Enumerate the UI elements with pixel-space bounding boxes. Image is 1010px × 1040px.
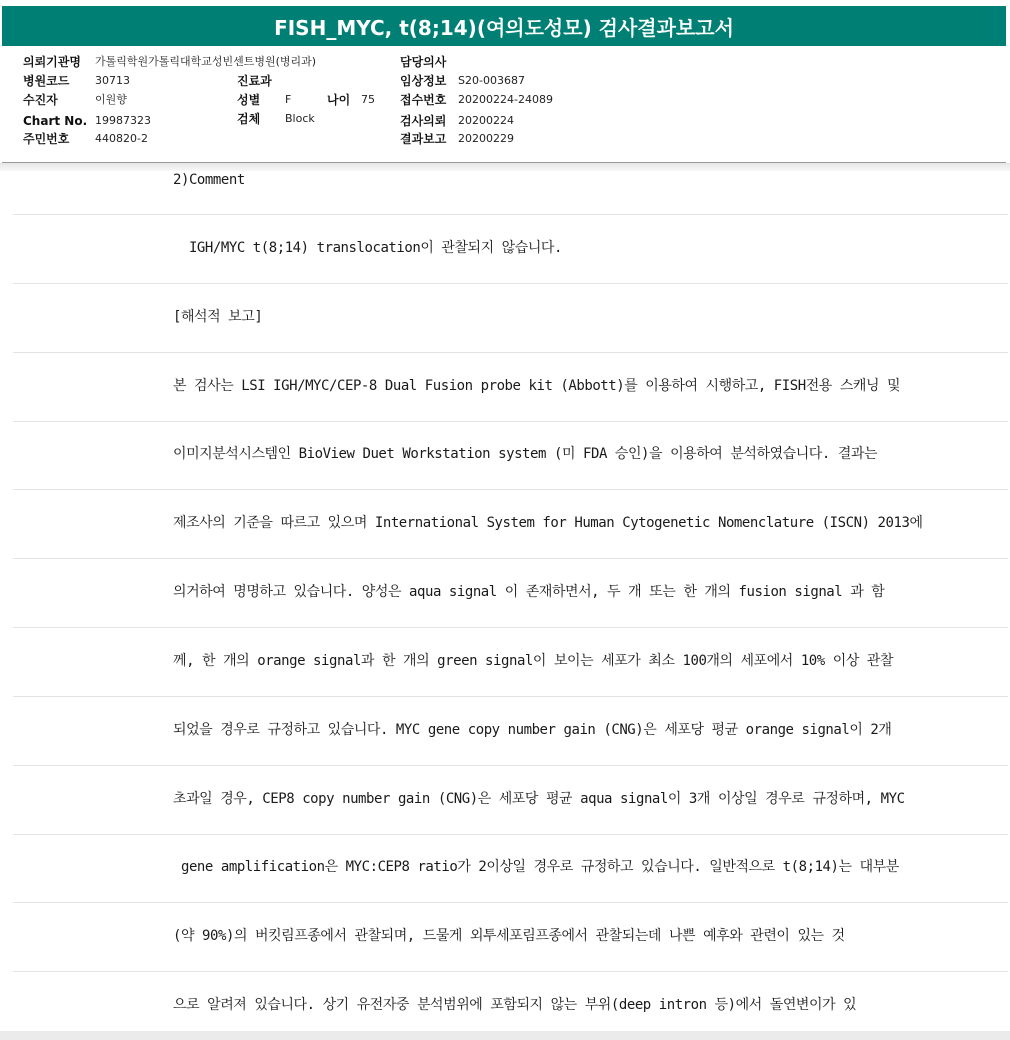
request-date-label: 검사의뢰 bbox=[400, 114, 447, 128]
report-line-text: IGH/MYC t(8;14) translocation이 관찰되지 않습니다. bbox=[173, 240, 562, 256]
line-divider bbox=[13, 214, 1008, 215]
institution-label: 의뢰기관명 bbox=[23, 55, 81, 69]
line-divider bbox=[13, 283, 1008, 284]
report-line-text: 이미지분석시스템인 BioView Duet Workstation system (미 FDA 승인)을 이용하여 분석하였습니다. 결과는 bbox=[173, 446, 878, 462]
specimen-value: Block bbox=[285, 112, 315, 125]
clinical-info-value: S20-003687 bbox=[458, 74, 525, 87]
receipt-no-label: 접수번호 bbox=[400, 93, 447, 107]
line-divider bbox=[13, 627, 1008, 628]
sex-label: 성별 bbox=[237, 93, 261, 107]
report-line-text: [해석적 보고] bbox=[173, 309, 263, 325]
report-title: FISH_MYC, t(8;14)(여의도성모) 검사결과보고서 bbox=[2, 6, 1006, 46]
report-date-value: 20200229 bbox=[458, 132, 514, 145]
line-divider bbox=[13, 696, 1008, 697]
line-divider bbox=[13, 902, 1008, 903]
bottom-scroll-edge bbox=[0, 1031, 1010, 1040]
report-line-text: 제조사의 기준을 따르고 있으며 International System for Human Cytogenetic Nomenclature (ISCN) 2013에 bbox=[173, 515, 923, 531]
report-line-text: 의거하여 명명하고 있습니다. 양성은 aqua signal 이 존재하면서, 두 개 또는 한 개의 fusion signal 과 함 bbox=[173, 584, 885, 600]
recipient-label: 수진자 bbox=[23, 93, 58, 107]
receipt-no-value: 20200224-24089 bbox=[458, 93, 553, 106]
age-value: 75 bbox=[361, 93, 375, 106]
report-line-text: (약 90%)의 버킷림프종에서 관찰되며, 드물게 외투세포림프종에서 관찰되는데 나쁜 예후와 관련이 있는 것 bbox=[173, 928, 845, 944]
hospital-code-label: 병원코드 bbox=[23, 74, 70, 88]
recipient-value: 이원향 bbox=[95, 93, 127, 106]
report-line-text: 본 검사는 LSI IGH/MYC/CEP-8 Dual Fusion probe kit (Abbott)를 이용하여 시행하고, FISH전용 스캐닝 및 bbox=[173, 378, 901, 394]
sex-value: F bbox=[285, 93, 292, 106]
report-line-text: 께, 한 개의 orange signal과 한 개의 green signal이 보이는 세포가 최소 100개의 세포에서 10% 이상 관찰 bbox=[173, 653, 894, 669]
report-body bbox=[0, 171, 1010, 1031]
age-label: 나이 bbox=[327, 93, 351, 107]
line-divider bbox=[13, 834, 1008, 835]
line-divider bbox=[13, 765, 1008, 766]
department-label: 진료과 bbox=[237, 74, 272, 88]
hospital-code-value: 30713 bbox=[95, 74, 130, 87]
report-line-text: gene amplification은 MYC:CEP8 ratio가 2이상일 경우로 규정하고 있습니다. 일반적으로 t(8;14)는 대부분 bbox=[173, 859, 899, 875]
chart-no-label: Chart No. bbox=[23, 114, 88, 128]
report-line-text: 초과일 경우, CEP8 copy number gain (CNG)은 세포당 평균 aqua signal이 3개 이상일 경우로 규정하며, MYC bbox=[173, 791, 905, 807]
header-shadow bbox=[0, 163, 1010, 171]
report-line-text: 되었을 경우로 규정하고 있습니다. MYC gene copy number gain (CNG)은 세포당 평균 orange signal이 2개 bbox=[173, 722, 892, 738]
line-divider bbox=[13, 489, 1008, 490]
line-divider bbox=[13, 558, 1008, 559]
line-divider bbox=[13, 971, 1008, 972]
specimen-label: 검체 bbox=[237, 112, 261, 126]
request-date-value: 20200224 bbox=[458, 114, 514, 127]
line-divider bbox=[13, 352, 1008, 353]
institution-value: 가톨릭학원가톨릭대학교성빈센트병원(병리과) bbox=[95, 55, 317, 68]
chart-no-value: 19987323 bbox=[95, 114, 151, 127]
doctor-label: 담당의사 bbox=[400, 55, 447, 69]
report-line-text: 으로 알려져 있습니다. 상기 유전자중 분석범위에 포함되지 않는 부위(deep intron 등)에서 돌연변이가 있 bbox=[173, 997, 857, 1013]
report-line-text: 2)Comment bbox=[173, 172, 245, 188]
clinical-info-label: 임상정보 bbox=[400, 74, 447, 88]
report-date-label: 결과보고 bbox=[400, 132, 447, 146]
report-header-info bbox=[2, 46, 1006, 163]
line-divider bbox=[13, 421, 1008, 422]
resident-no-value: 440820-2 bbox=[95, 132, 148, 145]
resident-no-label: 주민번호 bbox=[23, 132, 70, 146]
